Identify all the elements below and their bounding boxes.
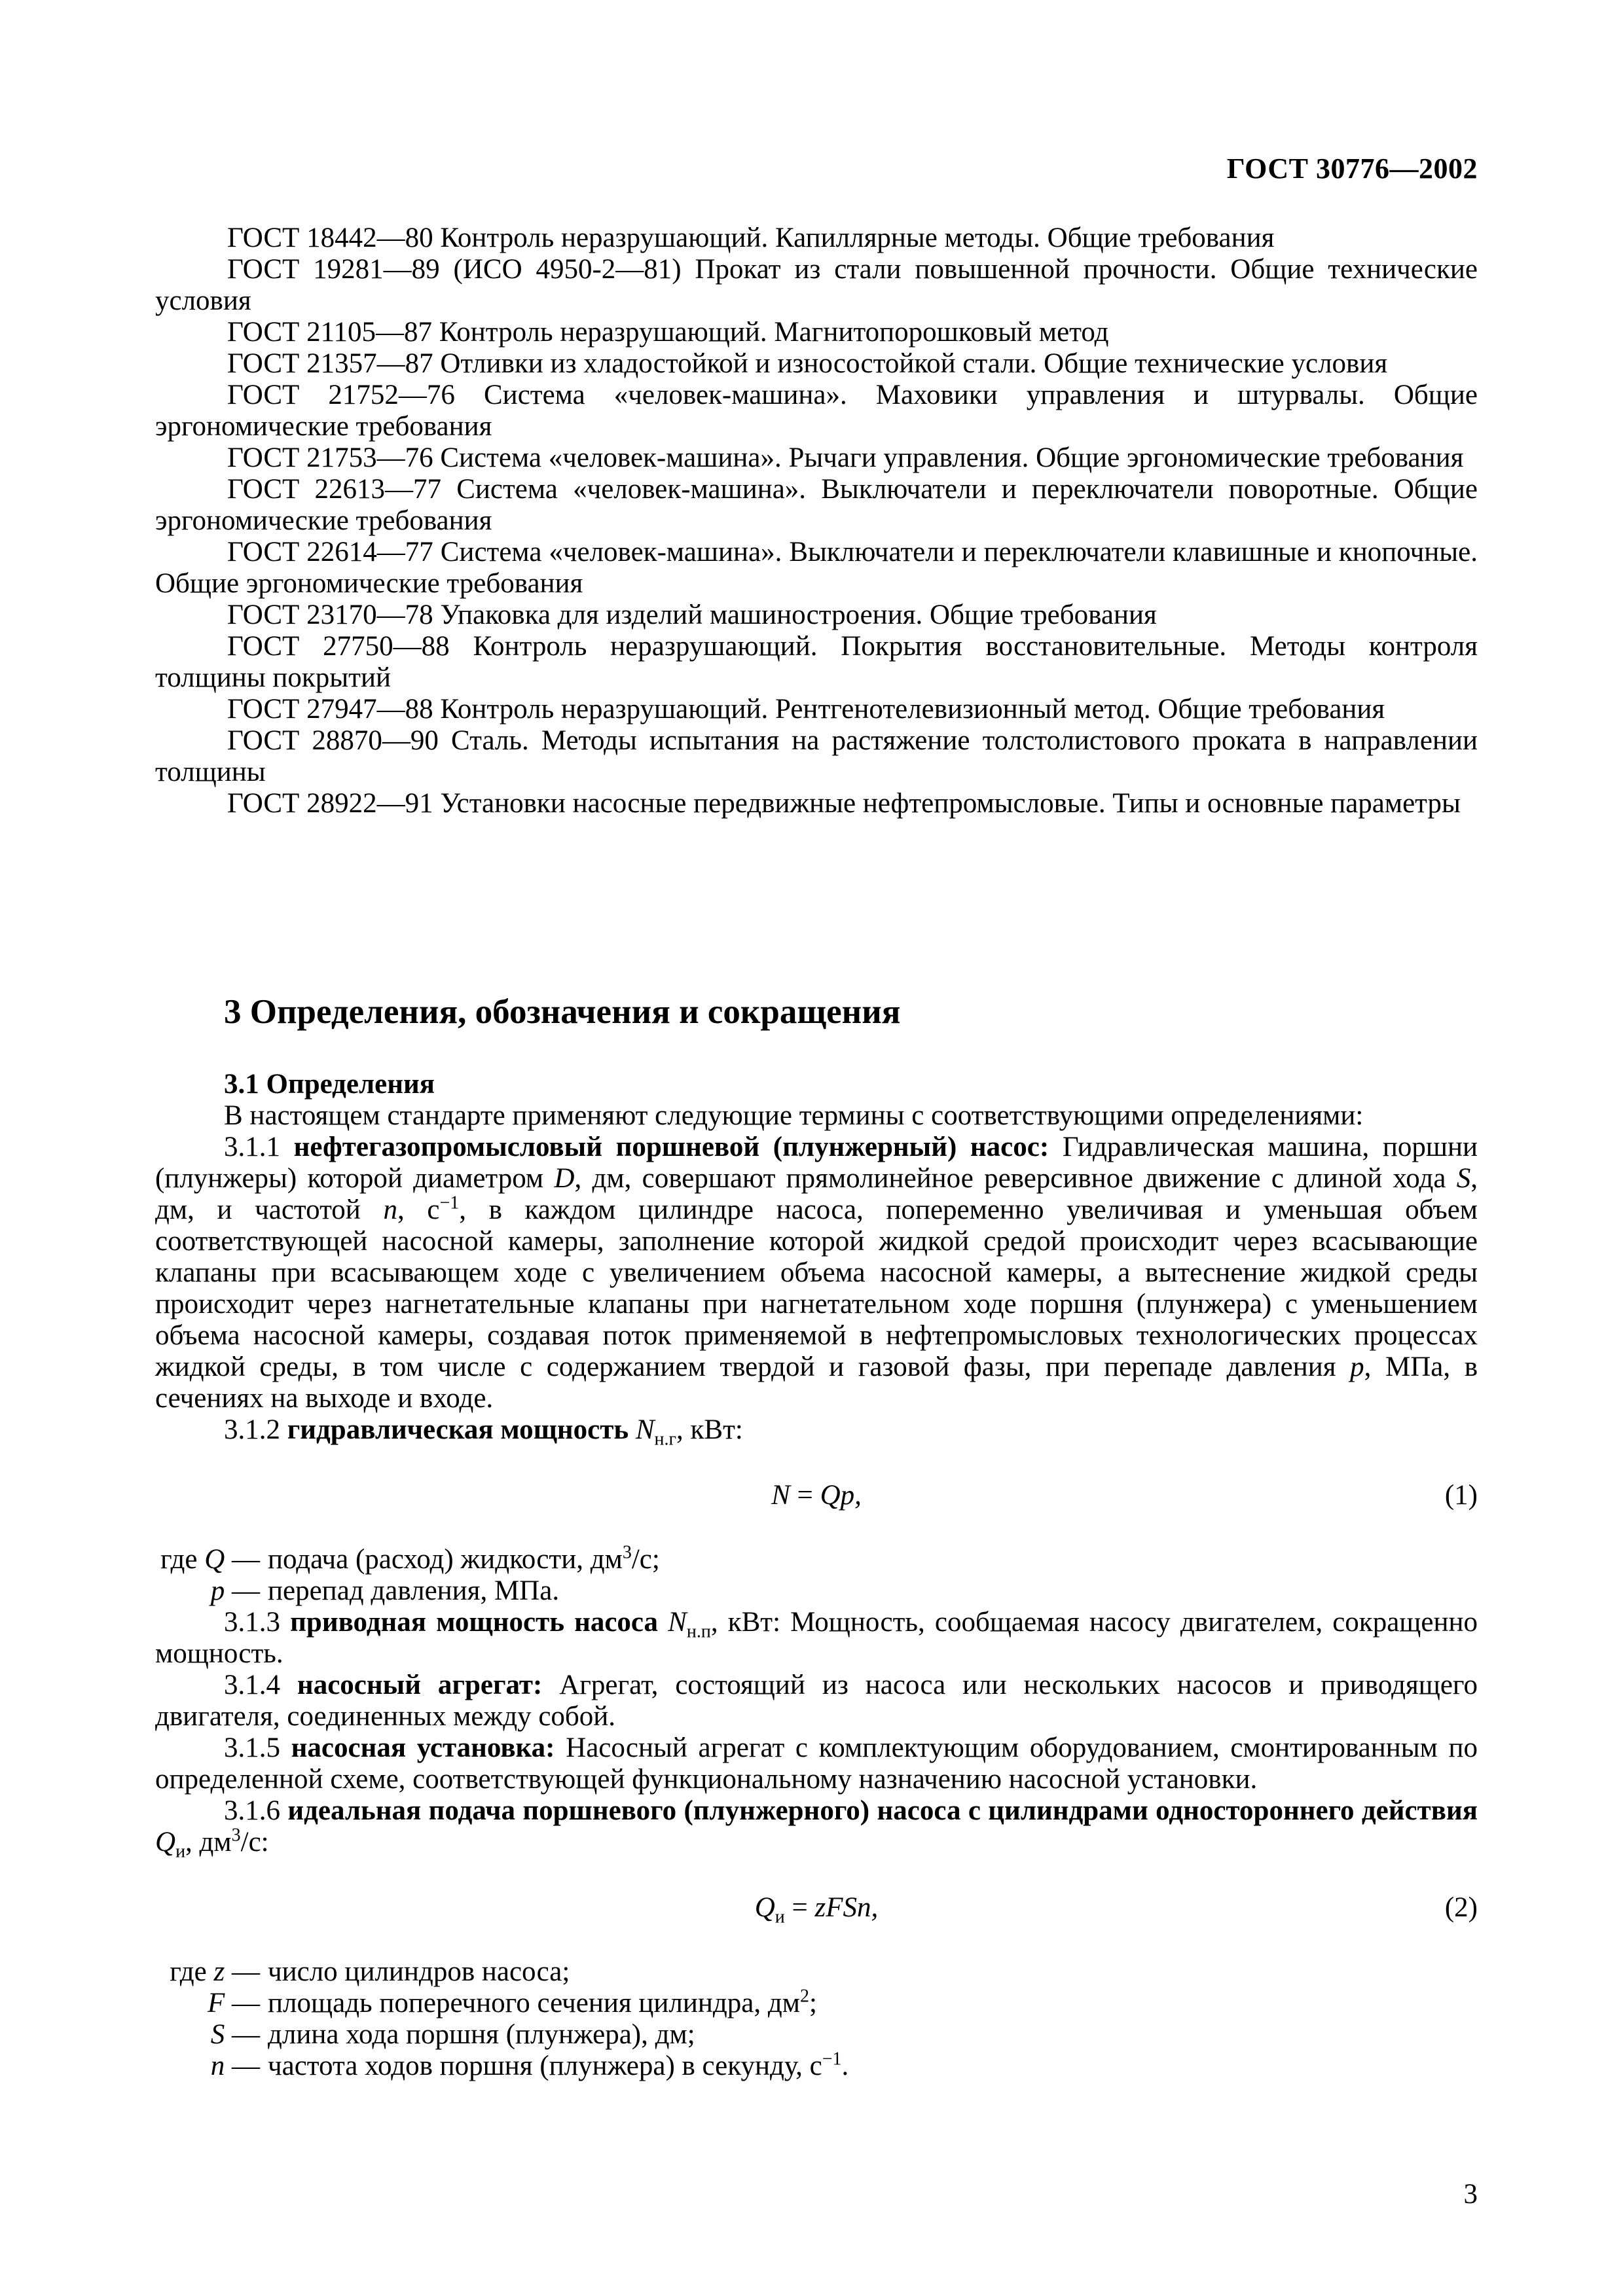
legend-symbol: S —: [210, 2019, 260, 2050]
reference-title: (ИСО 4950-2—81) Прокат из стали повышенной прочности. Общие технические условия: [155, 254, 1478, 316]
reference-title: Система «человек-машина». Рычаги управления. Общие эргономические требования: [440, 442, 1464, 473]
legend-symbol: где z —: [170, 1956, 260, 1987]
reference-item: [155, 317, 1478, 348]
legend-symbol: F —: [207, 1988, 260, 2018]
definition-3-1-2: [155, 1414, 1478, 1450]
reference-title: Контроль неразрушающий. Капиллярные методы. Общие требования: [440, 223, 1275, 253]
formula-lhs: Q: [754, 1892, 775, 1923]
legend-row: [155, 1544, 1478, 1575]
reference-code: ГОСТ 18442—80: [227, 223, 433, 253]
reference-title: Контроль неразрушающий. Покрытия восстановительные. Методы контроля толщины покрытий: [155, 631, 1478, 693]
subscript: н.г: [654, 1429, 677, 1450]
legend-prefix: где: [160, 1544, 205, 1575]
reference-title: Отливки из хладостойкой и износостойкой стали. Общие технические условия: [440, 348, 1388, 379]
subscript: н.п: [686, 1621, 711, 1642]
superscript: −1: [439, 1193, 460, 1213]
superscript: −1: [822, 2049, 842, 2070]
legend-description: длина хода поршня (плунжера), дм;: [268, 2019, 695, 2050]
reference-code: ГОСТ 28870—90: [227, 725, 439, 756]
definition-unit: /с:: [240, 1827, 269, 1857]
reference-code: ГОСТ 28922—91: [227, 788, 433, 819]
definition-term: приводная мощность насоса: [290, 1607, 659, 1638]
legend-row: [155, 2051, 1478, 2082]
section-title: 3 Определения, обозначения и сокращения: [224, 993, 901, 1031]
symbol-s: S: [1456, 1163, 1471, 1194]
reference-code: ГОСТ 23170—78: [227, 600, 433, 630]
superscript: 2: [799, 1986, 809, 2007]
definition-term: гидравлическая мощность: [287, 1414, 629, 1445]
formula-number: (1): [1444, 1480, 1478, 1511]
definition-term: насосный агрегат:: [297, 1670, 543, 1700]
reference-item: [155, 788, 1478, 819]
legend-row: [155, 2019, 1478, 2051]
definition-text: , дм, и частотой: [155, 1163, 1478, 1225]
definition-text: Агрегат, состоящий из насоса или нескольких насосов и приводящего двигателя, соединенных между собой.: [155, 1670, 1478, 1732]
symbol-d: D: [554, 1163, 575, 1194]
definition-number: 3.1.1: [224, 1132, 280, 1162]
reference-item: [155, 380, 1478, 442]
page-number: 3: [1463, 2179, 1478, 2210]
normative-references-list: [155, 223, 1478, 819]
reference-item: [155, 254, 1478, 317]
legend-row: [155, 1956, 1478, 1988]
definition-number: 3.1.4: [224, 1670, 280, 1700]
definition-3-1-5: [155, 1732, 1478, 1795]
definition-number: 3.1.5: [224, 1732, 280, 1763]
symbol-n-drive: N: [668, 1607, 687, 1638]
reference-code: ГОСТ 21752—76: [227, 380, 455, 410]
subsection-title: 3.1 Определения: [224, 1069, 435, 1100]
reference-code: ГОСТ 22613—77: [227, 474, 442, 505]
reference-code: ГОСТ 21753—76: [227, 442, 433, 473]
definition-term: нефтегазопромысловый поршневой (плунжерный) насос:: [293, 1132, 1049, 1162]
legend-description: перепад давления, МПа.: [268, 1575, 560, 1606]
subscript: и: [775, 1907, 785, 1928]
definition-number: 3.1.6: [224, 1795, 280, 1826]
definitions-intro: В настоящем стандарте применяют следующие термины с соответствующими определениями:: [224, 1100, 1364, 1131]
formula-equals: =: [790, 1480, 820, 1511]
reference-item: [155, 474, 1478, 537]
symbol-n: n: [383, 1194, 397, 1225]
reference-item: [155, 600, 1478, 631]
reference-item: [155, 537, 1478, 600]
formula-rhs: Qp,: [820, 1480, 862, 1511]
legend-prefix: где: [170, 1956, 214, 1987]
symbol-n-power: N: [635, 1414, 655, 1445]
superscript: 3: [622, 1542, 632, 1563]
formula-equals: =: [784, 1892, 815, 1923]
document-code-header: ГОСТ 30776—2002: [1226, 152, 1478, 185]
reference-code: ГОСТ 21105—87: [227, 317, 432, 348]
symbol-q-ideal: Q: [155, 1827, 176, 1857]
definition-term: насосная установка:: [291, 1732, 555, 1763]
definition-text: , МПа, в сечениях на выходе и входе.: [155, 1352, 1478, 1414]
reference-title: Упаковка для изделий машиностроения. Общие требования: [440, 600, 1157, 630]
definition-text: Насосный агрегат с комплектующим оборудованием, смонтированным по определенной схеме, соответствующей функциональному назначению насосной установки.: [155, 1732, 1478, 1795]
definition-text: , кВт: Мощность, сообщаемая насосу двигателем, сокращенно мощность.: [155, 1607, 1478, 1669]
reference-title: Система «человек-машина». Маховики управления и штурвалы. Общие эргономические требования: [155, 380, 1478, 442]
legend-description: подача (расход) жидкости, $дм^3/с$;: [268, 1542, 660, 1575]
formula-1-legend: [155, 1544, 1478, 1607]
definition-3-1-1: [155, 1132, 1478, 1414]
formula-2: [155, 1892, 1478, 1928]
definition-text: , с: [397, 1194, 440, 1225]
definition-unit: , кВт:: [676, 1414, 743, 1445]
formula-rhs: zFSn,: [814, 1892, 879, 1923]
reference-code: ГОСТ 27947—88: [227, 694, 433, 725]
legend-description: частота ходов поршня (плунжера) в секунду, $с^{-1}$.: [268, 2049, 849, 2081]
definition-number: 3.1.2: [224, 1414, 280, 1445]
formula-1: [155, 1480, 1478, 1511]
reference-item: [155, 631, 1478, 694]
definition-3-1-3: [155, 1607, 1478, 1670]
reference-title: Установки насосные передвижные нефтепромысловые. Типы и основные параметры: [440, 788, 1461, 819]
symbol-p: p: [1350, 1352, 1364, 1382]
definition-text: , в каждом цилиндре насоса, попеременно увеличивая и уменьшая объем соответствующей насосной камеры, заполнение которой жидкой средой происходит через всасывающие клапаны при всасывающем ходе с увеличением объема насосной камеры, а вытеснение жидкой среды происходит через нагнетательные клапаны при нагнетательном ходе поршня (плунжера) с уменьшением объема насосной камеры, создавая поток применяемой в нефтепромысловых технологических процессах жидкой среды, в том числе с содержанием твердой и газовой фазы, при перепаде давления: [155, 1194, 1478, 1382]
definition-3-1-6: [155, 1795, 1478, 1862]
legend-description: число цилиндров насоса;: [268, 1956, 570, 1987]
reference-item: [155, 223, 1478, 254]
subscript: и: [175, 1841, 186, 1862]
definition-unit: , дм: [185, 1827, 232, 1857]
reference-code: ГОСТ 19281—89: [227, 254, 440, 285]
legend-symbol: p —: [210, 1575, 260, 1606]
reference-code: ГОСТ 21357—87: [227, 348, 433, 379]
reference-title: Сталь. Методы испытания на растяжение толстолистового проката в направлении толщины: [155, 725, 1478, 787]
reference-title: Контроль неразрушающий. Магнитопорошковый метод: [439, 317, 1109, 348]
reference-title: Система «человек-машина». Выключатели и переключатели поворотные. Общие эргономические требования: [155, 474, 1478, 536]
definition-3-1-4: [155, 1670, 1478, 1732]
formula-lhs: N: [771, 1480, 790, 1511]
legend-description: площадь поперечного сечения цилиндра, $дм^2$;: [268, 1986, 817, 2018]
formula-expression: [155, 1892, 1478, 1928]
definition-term: идеальная подача поршневого (плунжерного) насоса с цилиндрами одностороннего действия: [287, 1795, 1478, 1826]
reference-title: Контроль неразрушающий. Рентгенотелевизионный метод. Общие требования: [440, 694, 1385, 725]
superscript: 3: [231, 1825, 241, 1846]
reference-code: ГОСТ 22614—77: [227, 537, 433, 567]
formula-2-legend: [155, 1956, 1478, 2082]
reference-code: ГОСТ 27750—88: [227, 631, 450, 662]
formula-number: (2): [1444, 1892, 1478, 1923]
reference-title: Система «человек-машина». Выключатели и переключатели клавишные и кнопочные. Общие эргономические требования: [155, 537, 1478, 599]
reference-item: [155, 694, 1478, 725]
definition-text: , дм, совершают прямолинейное реверсивное движение с длиной хода: [574, 1163, 1446, 1194]
legend-symbol: где Q —: [160, 1544, 260, 1575]
definitions-body: [155, 1069, 1478, 2082]
legend-symbol: n —: [210, 2051, 260, 2081]
definition-number: 3.1.3: [224, 1607, 280, 1638]
reference-item: [155, 442, 1478, 474]
legend-row: [155, 1988, 1478, 2019]
reference-item: [155, 725, 1478, 788]
legend-row: [155, 1575, 1478, 1607]
reference-item: [155, 348, 1478, 380]
definition-text: Гидравлическая машина, поршни (плунжеры) которой диаметром: [155, 1132, 1478, 1194]
formula-expression: [155, 1480, 1478, 1511]
